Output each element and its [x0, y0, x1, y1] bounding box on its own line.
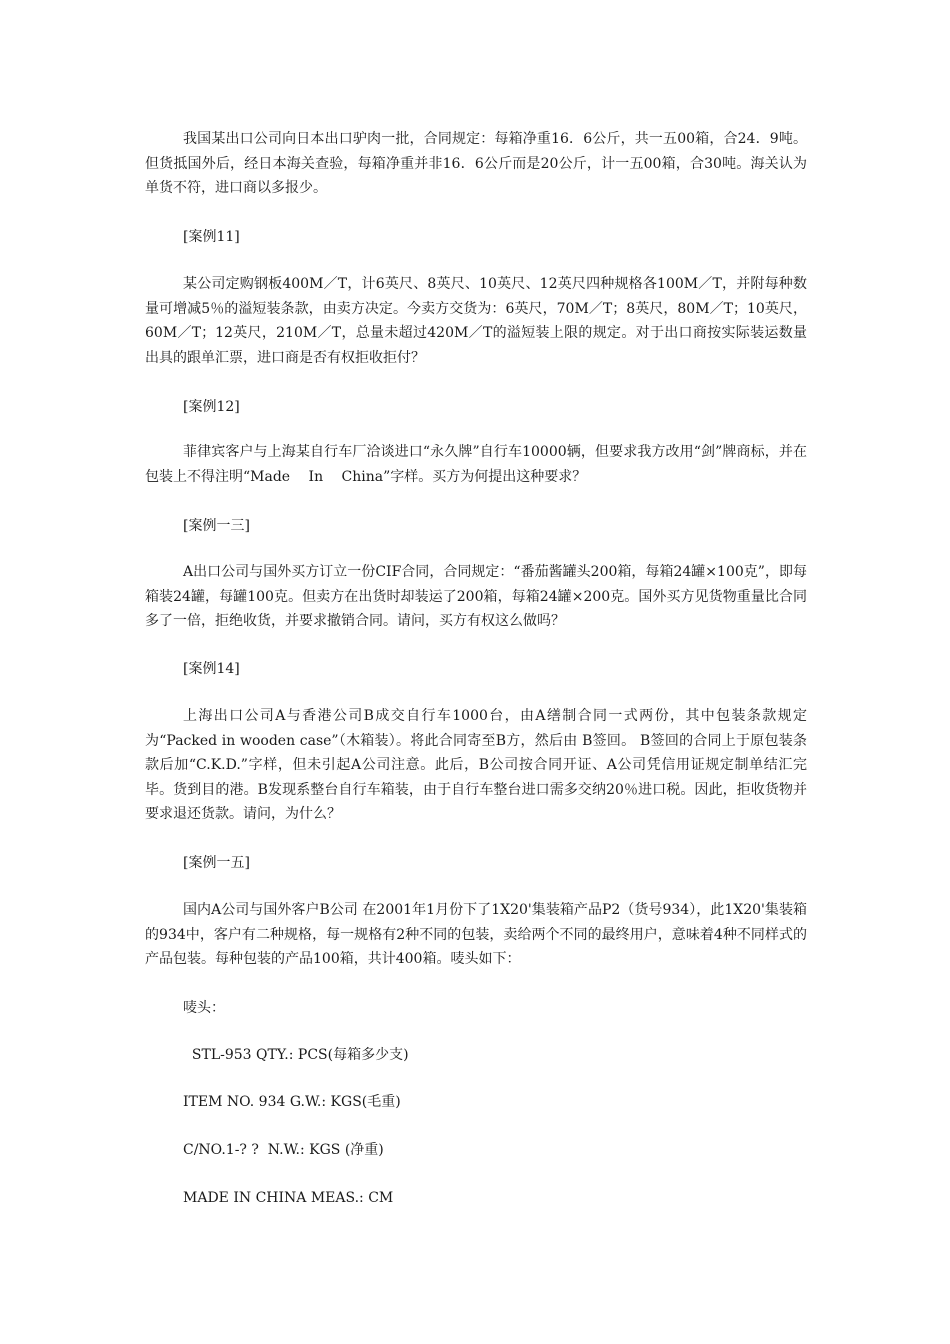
- case-12-label: [案例12]: [183, 399, 240, 415]
- shipping-mark-label: 唛头：: [183, 1000, 225, 1016]
- shipping-mark-line: ITEM NO. 934 G.W.: KGS(毛重): [183, 1094, 401, 1110]
- case-14-text: 上海出口公司A与香港公司B成交自行车1000台，由A缮制合同一式两份，其中包装条款规定为“Packed in wooden case”（木箱装）。将此合同寄至B方，然后由 B签回。 B签回的合同上于原包装条款后加“C.K.D.”字样，但未引起A公司注意。此后，B公司按合同开证、A公司凭信用证规定制单结汇完毕。货到目的港。B发现系整台自行车箱装，由于自行车整台进口需多交纳20％进口税。因此，拒收货物并要求退还货款。请问，为什么？: [145, 708, 807, 822]
- case-13-label: [案例一三]: [183, 518, 250, 534]
- shipping-mark-line: C/NO.1-? ? N.W.: KGS (净重): [183, 1142, 384, 1158]
- case-15-label: [案例一五]: [183, 855, 250, 871]
- case-11-label: [案例11]: [183, 229, 240, 245]
- case-13-text: A出口公司与国外买方订立一份CIF合同，合同规定：“番茄酱罐头200箱，每箱24罐×100克”，即每箱装24罐，每罐100克。但卖方在出货时却装运了200箱，每箱24罐×200克。国外买方见货物重量比合同多了一倍，拒绝收货，并要求撤销合同。请问，买方有权这么做吗？: [145, 564, 807, 629]
- shipping-mark-line: MADE IN CHINA MEAS.: CM: [183, 1190, 394, 1206]
- paragraph-intro: 我国某出口公司向日本出口驴肉一批，合同规定：每箱净重16．6公斤，共一五00箱，合24．9吨。但货抵国外后，经日本海关查验，每箱净重并非16．6公斤而是20公斤，计一五00箱，合30吨。海关认为单货不符，进口商以多报少。: [145, 131, 807, 196]
- case-14-label: [案例14]: [183, 661, 240, 677]
- case-12-text: 菲律宾客户与上海某自行车厂洽谈进口“永久牌”自行车10000辆，但要求我方改用“剑”牌商标，并在包装上不得注明“Made In China”字样。买方为何提出这种要求？: [145, 444, 807, 485]
- shipping-mark-line: STL-953 QTY.: PCS(每箱多少支): [183, 1047, 409, 1063]
- case-11-text: 某公司定购钢板400M／T，计6英尺、8英尺、10英尺、12英尺四种规格各100M／T，并附每种数量可增减5％的溢短装条款，由卖方决定。今卖方交货为：6英尺，70M／T；8英尺，80M／T；10英尺，60M／T；12英尺，210M／T，总量未超过420M／T的溢短装上限的规定。对于出口商按实际装运数量出具的跟单汇票，进口商是否有权拒收拒付？: [145, 276, 807, 366]
- case-15-text: 国内A公司与国外客户B公司 在2001年1月份下了1X20'集装箱产品P2（货号934），此1X20'集装箱的934中，客户有二种规格，每一规格有2种不同的包装，卖给两个不同的最终用户，意味着4种不同样式的产品包装。每种包装的产品100箱，共计400箱。唛头如下：: [145, 902, 807, 967]
